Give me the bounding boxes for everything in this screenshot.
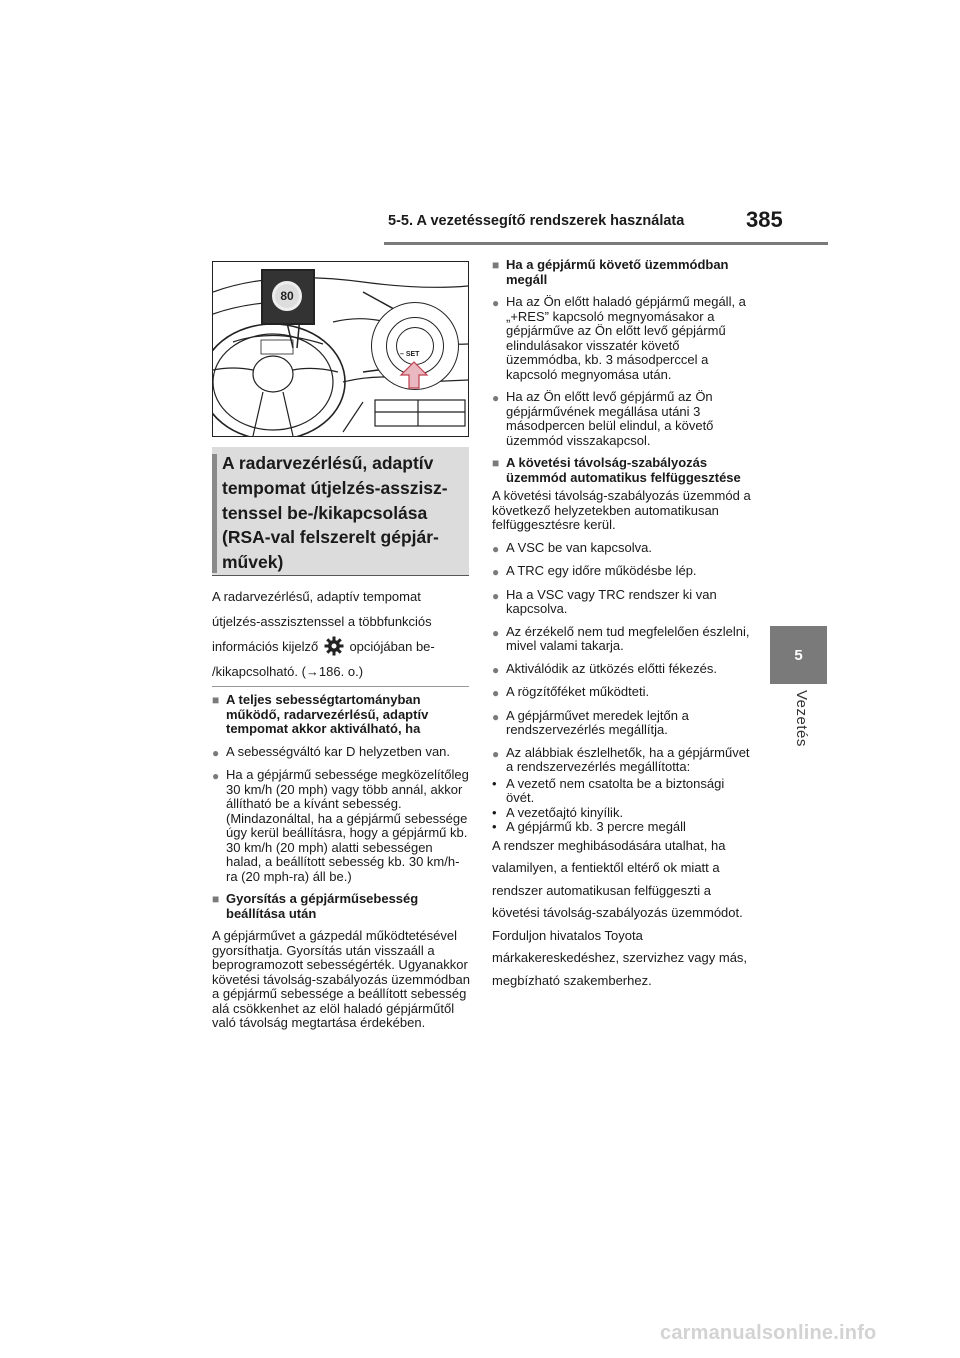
bullet-icon: ● [492, 296, 500, 310]
list-item: ● Az érzékelő nem tud megfelelően észlelni, mivel valami takarja. [492, 623, 750, 653]
list-item: ● A rögzítőféket működteti. [492, 684, 650, 700]
header-rule [384, 242, 828, 245]
set-button-label: – SET [400, 351, 420, 358]
bullet-icon: ● [492, 686, 500, 700]
display-inset [261, 269, 315, 325]
subheading-activation: ■ A teljes sebességtartományban működő, radarvezérlésű, adaptív tempomat akkor aktiválható, ha [212, 692, 429, 736]
subheading-acceleration: ■ Gyorsítás a gépjárműsebesség beállítása után [212, 891, 419, 921]
square-bullet-icon: ■ [492, 456, 500, 470]
paragraph: A követési távolság-szabályozás üzemmód a következő helyzetekben automatikusan felfüggesztésre kerül. [492, 488, 751, 532]
square-bullet-icon: ■ [492, 258, 500, 272]
header-title: 5-5. A vezetéssegítő rendszerek használata [388, 213, 685, 229]
chapter-label: Vezetés [793, 690, 810, 747]
bullet-icon: ● [492, 565, 500, 579]
list-item: ● Ha az Ön előtt haladó gépjármű megáll, a „+RES” kapcsoló megnyomásakor a gépjárműve az Ön előtt levő gépjármű elindulásakor visszatér követő üzemmódba, kb. 3 másodperccel a kapcsoló megnyomása után. [492, 294, 746, 382]
arrow-up-icon [399, 360, 429, 395]
section-separator [212, 686, 469, 687]
list-item: ● Ha a gépjármű sebessége megközelítőleg 30 km/h (20 mph) vagy több annál, akkor állítható be a kívánt sebesség. (Mindazonáltal, ha a gépjármű sebessége úgy kerül beállításra, hogy a gépjármű kb. 30 km/h (20 mph) alatti sebességen halad, a beállított sebesség kb. 30 km/h-ra (20 mph-ra) áll be.) [212, 767, 469, 884]
square-bullet-icon: ■ [212, 892, 220, 906]
subheading-suspension: ■ A követési távolság-szabályozás üzemmód automatikus felfüggesztése [492, 455, 741, 485]
speed-sign-value: 80 [280, 289, 294, 303]
paragraph: A gépjárművet a gázpedál működtetésével gyorsíthatja. Gyorsítás után visszaáll a beprogramozott sebességérték. Ugyanakkor követési távolság-szabályozás üzemmódban a gépjármű sebessége a beállított sebesség alá csökkenhet az elöl haladó gépjárműtől való távolság megtartása érdekében. [212, 928, 470, 1030]
speed-sign-icon [272, 281, 302, 311]
bullet-icon: ● [492, 746, 500, 761]
bullet-icon: ● [492, 391, 500, 405]
list-item: ● Ha a VSC vagy TRC rendszer ki van kapcsolva. [492, 586, 717, 616]
bullet-icon: ● [492, 588, 500, 603]
square-bullet-icon: ■ [212, 693, 220, 707]
bullet-icon: ● [492, 662, 500, 677]
left-column [212, 693, 470, 1037]
dash-item: • A vezetőajtó kinyílik. [492, 804, 624, 820]
right-column [492, 258, 754, 999]
paragraph: A rendszer meghibásodására utalhat, ha valamilyen, a fentiektől eltérő ok miatt a rendszer automatikusan felfüggeszti a követési távolság-szabályozás üzemmódot. Forduljon hivatalos Toyota márkakereskedéshez, szervizhez vagy más, megbízható szakemberhez. [492, 837, 748, 989]
bullet-icon: ● [212, 769, 220, 783]
list-item: ● A sebességváltó kar D helyzetben van. [212, 743, 451, 760]
steering-wheel-illustration [212, 261, 469, 437]
list-item: ● Az alábbiak észlelhetők, ha a gépjárművet a rendszervezérlés megállította: [492, 744, 750, 774]
left-intro [212, 584, 470, 690]
bullet-icon: ● [212, 745, 220, 760]
list-item: ● A gépjárművet meredek lejtőn a rendszervezérlés megállítja. [492, 707, 689, 737]
page-number: 385 [746, 207, 783, 232]
subheading-follow-stop: ■ Ha a gépjármű követő üzemmódban megáll [492, 257, 729, 287]
list-item: ● A VSC be van kapcsolva. [492, 539, 652, 556]
gear-icon [324, 636, 344, 656]
watermark: carmanualsonline.info [660, 1322, 877, 1344]
dash-item: • A gépjármű kb. 3 percre megáll [492, 819, 686, 834]
section-title: A radarvezérlésű, adaptív tempomat útjelzés-asszisz- tenssel be-/kikapcsolása (RSA-val felszerelt gépjár- művek) [222, 453, 448, 573]
intro-paragraph: A radarvezérlésű, adaptív tempomat útjelzés-asszisztenssel a többfunkciós információs kijelző opciójában be- /kikapcsolható. (→186. o.) [212, 589, 435, 679]
dash-item: • A vezető nem csatolta be a biztonsági övét. [492, 775, 725, 805]
list-item: ● Aktiválódik az ütközés előtti fékezés. [492, 660, 717, 677]
bullet-icon: ● [492, 709, 500, 724]
section-accent-bar [212, 454, 217, 573]
bullet-icon: ● [492, 625, 500, 640]
list-item: ● A TRC egy időre működésbe lép. [492, 563, 697, 579]
chapter-tab: 5 [770, 626, 827, 684]
section-heading-box [212, 447, 469, 576]
bullet-icon: ● [492, 541, 500, 556]
list-item: ● Ha az Ön előtt levő gépjármű az Ön gépjárművének megállása utáni 3 másodpercen belül elindul, a követő üzemmód visszakapcsol. [492, 389, 714, 448]
